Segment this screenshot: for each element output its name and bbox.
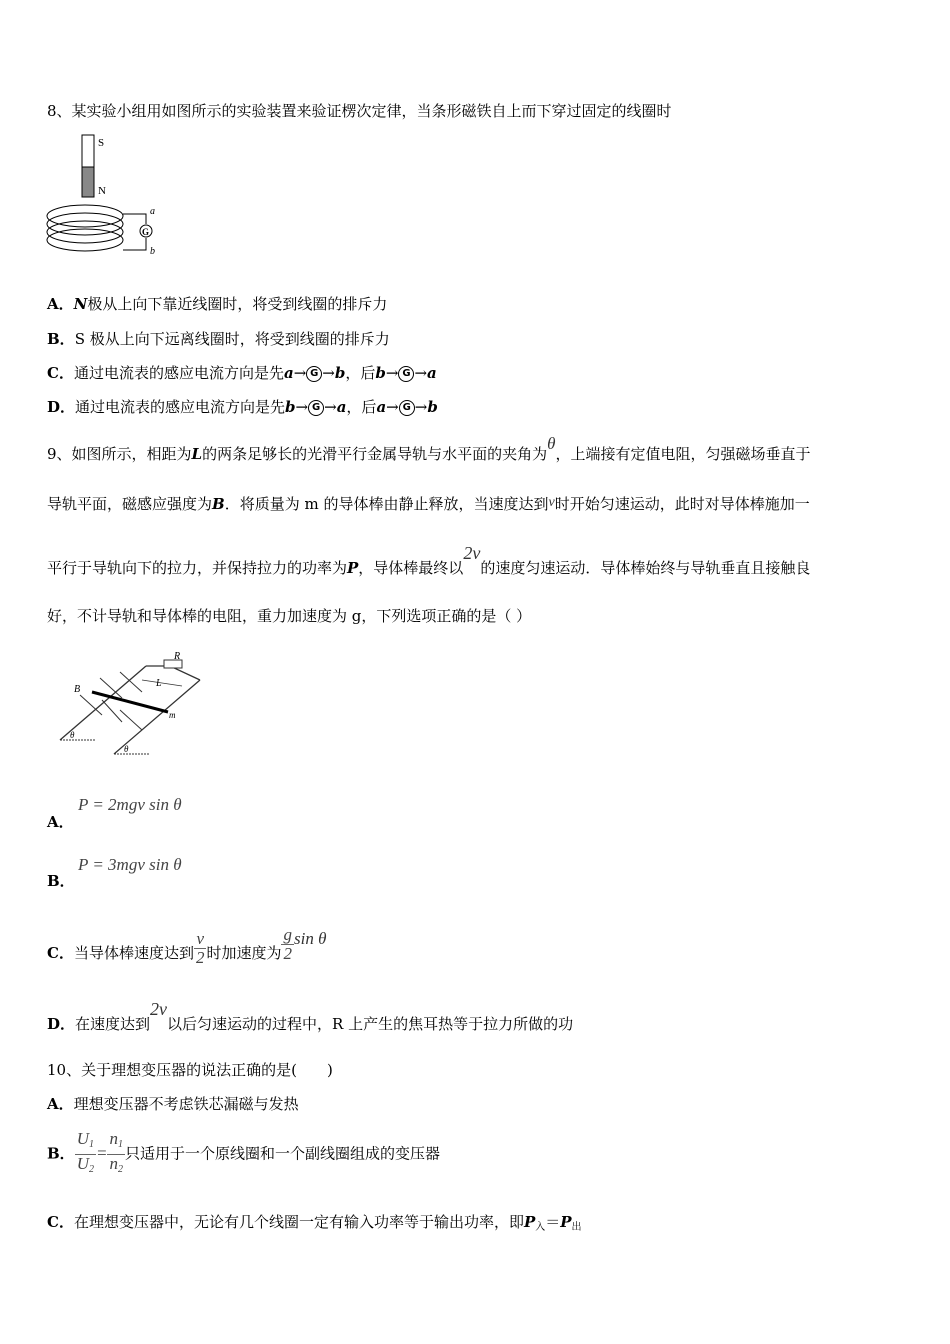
q9-option-b-formula: P = 3mgv sin θ (78, 855, 182, 874)
angle-label: θ (124, 744, 129, 754)
angle-label: θ (70, 730, 75, 740)
coil-wire-b (123, 238, 146, 250)
q10-option-a[interactable]: A．理想变压器不考虑铁芯漏磁与发热 (47, 1095, 299, 1113)
width-label: L (156, 678, 162, 689)
terminal-b-label: b (150, 246, 155, 257)
q8-option-b[interactable]: B．S 极从上向下远离线圈时，将受到线圈的排斥力 (47, 330, 390, 348)
fraction-g-over-2: $\frac{g}{2}$ (283, 924, 292, 963)
q9-stem-line1: 9、如图所示，相距为L的两条足够长的光滑平行金属导轨与水平面的夹角为θ，上端接有定值电阻，匀强磁场垂直于 (47, 434, 811, 463)
q9-option-a-formula: P = 2mgv sin θ (78, 795, 182, 814)
q10-option-c[interactable]: C．在理想变压器中，无论有几个线圈一定有输入功率等于输出功率，即$P_入=P_出$ (47, 1213, 582, 1233)
galvanometer-icon: G (306, 366, 322, 382)
width-marker (142, 680, 182, 686)
field-arrow (102, 700, 122, 722)
field-arrow (120, 672, 142, 692)
field-label: B (74, 684, 81, 695)
magnet-n-label: N (98, 185, 106, 197)
q9-option-b[interactable]: B． (47, 872, 75, 890)
rail-right (114, 680, 200, 754)
q8-option-d[interactable]: D．通过电流表的感应电流方向是先b→ G →a，后a→ G →b (47, 398, 438, 416)
galvanometer-icon: G (398, 366, 414, 382)
fraction-n1-over-n2: $\frac{n_1}{n_2}$ (109, 1129, 123, 1175)
q8-figure (40, 132, 170, 262)
fraction-v-over-2: $\frac{v}{2}$ (195, 928, 205, 967)
q9-option-c[interactable]: C．当导体棒速度达到 $\frac{v}{2}$ 时加速度为 $\frac{g}{2}$ sin θ (47, 924, 327, 967)
q9-option-a[interactable]: A． (47, 813, 74, 831)
magnet-n-pole (82, 167, 94, 197)
resistor-label: R (174, 651, 181, 662)
q10-option-b[interactable]: B． $\frac{U_1}{U_2}$ = $\frac{n_1}{n_2}$ 只适用于一个原线圈和一个副线圈组成的变压器 (47, 1130, 440, 1179)
magnet-s-pole (82, 135, 94, 167)
field-arrow (120, 710, 142, 730)
terminal-a-label: a (150, 206, 155, 217)
q9-option-d[interactable]: D．在速度达到2v以后匀速运动的过程中，R 上产生的焦耳热等于拉力所做的功 (47, 999, 574, 1033)
galvanometer-icon: G (399, 400, 415, 416)
galvanometer-icon: G (308, 400, 324, 416)
q9-stem-line3: 平行于导轨向下的拉力，并保持拉力的功率为P，导体棒最终以2v的速度匀速运动．导体棒始终与导轨垂直且接触良 (47, 543, 811, 577)
q9-stem-line4: 好，不计导轨和导体棒的电阻，重力加速度为 g，下列选项正确的是（ ） (47, 607, 532, 625)
magnet-s-label: S (98, 137, 105, 149)
q10-stem: 10、关于理想变压器的说法正确的是( ) (47, 1061, 333, 1079)
coil-wire-a (123, 214, 146, 224)
q9-figure (52, 650, 212, 762)
galvanometer-label: G (142, 227, 150, 237)
q8-stem: 8、某实验小组用如图所示的实验装置来验证楞次定律，当条形磁铁自上而下穿过固定的线圈时 (47, 102, 672, 120)
q9-stem-line2: 导轨平面，磁感应强度为B．将质量为 m 的导体棒由静止释放，当速度达到v时开始匀速运动，此时对导体棒施加一 (47, 495, 810, 513)
fraction-u1-over-u2: $\frac{U_1}{U_2}$ (76, 1129, 94, 1175)
field-arrow (80, 695, 102, 715)
rod-label: m (169, 710, 176, 720)
q8-option-c[interactable]: C．通过电流表的感应电流方向是先a→ G →b，后b→ G →a (47, 364, 437, 382)
q8-option-a[interactable]: A．N极从上向下靠近线圈时，将受到线圈的排斥力 (47, 295, 388, 313)
